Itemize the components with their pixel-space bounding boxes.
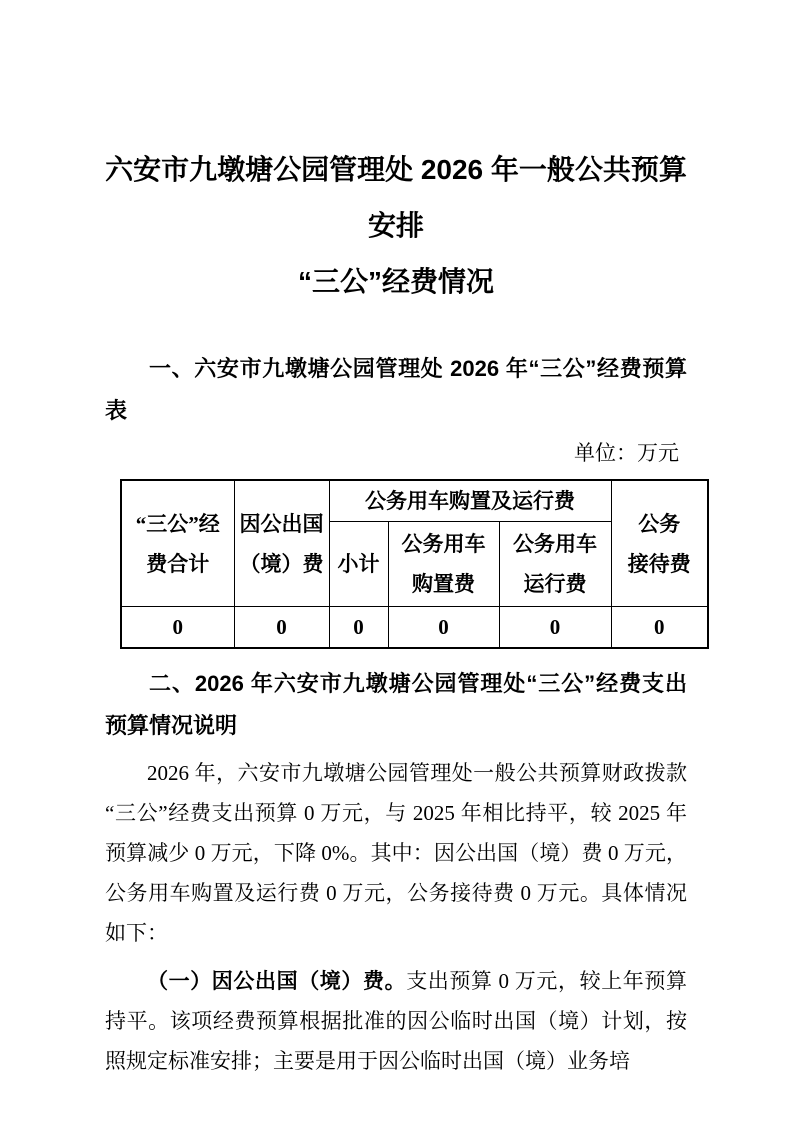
section-2-heading: 二、2026 年六安市九墩塘公园管理处“三公”经费支出预算情况说明 [105, 671, 687, 738]
value-cell-reception: 0 [611, 607, 708, 649]
value-cell-sangong-total: 0 [121, 607, 234, 649]
header-operation-line-2: 运行费 [523, 572, 587, 596]
header-cell-vehicle-group: 公务用车购置及运行费 [329, 480, 611, 522]
table-data-row [121, 607, 708, 649]
header-cell-abroad [234, 480, 329, 607]
table-unit-note: 单位：万元 [574, 441, 679, 465]
header-reception-line-1: 公务 [638, 511, 681, 536]
document-title-line-2: “三公”经费情况 [297, 266, 494, 297]
header-cell-sangong-total [121, 480, 234, 607]
document-content [0, 142, 793, 1081]
header-cell-operation [499, 522, 611, 607]
document-title [105, 142, 687, 310]
section-1-heading: 一、六安市九墩塘公园管理处 2026 年“三公”经费预算表 [105, 356, 687, 423]
budget-table [120, 479, 709, 649]
header-reception-line-2: 接待费 [627, 551, 691, 576]
header-purchase-line-2: 购置费 [412, 572, 475, 596]
section-2-paragraph: 2026 年，六安市九墩塘公园管理处一般公共预算财政拨款“三公”经费支出预算 0 万元，与 2025 年相比持平，较 2025 年预算减少 0 万元，下降 0%。其中：因公出国（境）费 0 万元，公务用车购置及运行费 0 万元，公务接待费 0 万元。具体情况如下： [105, 761, 687, 945]
header-abroad-line-1: 因公出国 [239, 511, 324, 536]
value-cell-abroad: 0 [234, 607, 329, 649]
item-1-lead: （一）因公出国（境）费。 [147, 969, 407, 993]
item-1-paragraph [105, 961, 687, 1081]
document-title-line-1: 六安市九墩塘公园管理处 2026 年一般公共预算安排 [105, 154, 687, 241]
header-abroad-line-2: （境）费 [239, 551, 324, 576]
header-cell-reception [611, 480, 708, 607]
table-header-row-1 [121, 480, 708, 522]
header-operation-line-1: 公务用车 [513, 532, 597, 556]
header-cell-subtotal: 小计 [329, 522, 388, 607]
value-cell-purchase: 0 [388, 607, 499, 649]
header-sangong-total-line-2: 费合计 [146, 551, 210, 576]
header-purchase-line-1: 公务用车 [401, 532, 486, 556]
header-sangong-total-line-1: “三公”经 [135, 511, 220, 536]
item-1-body: 支出预算 0 万元，较上年预算持平。该项经费预算根据批准的因公临时出国（境）计划，按照规定标准安排；主要是用于因公临时出国（境）业务培 [105, 969, 688, 1073]
value-cell-subtotal: 0 [329, 607, 388, 649]
header-cell-purchase [388, 522, 499, 607]
value-cell-operation: 0 [499, 607, 611, 649]
